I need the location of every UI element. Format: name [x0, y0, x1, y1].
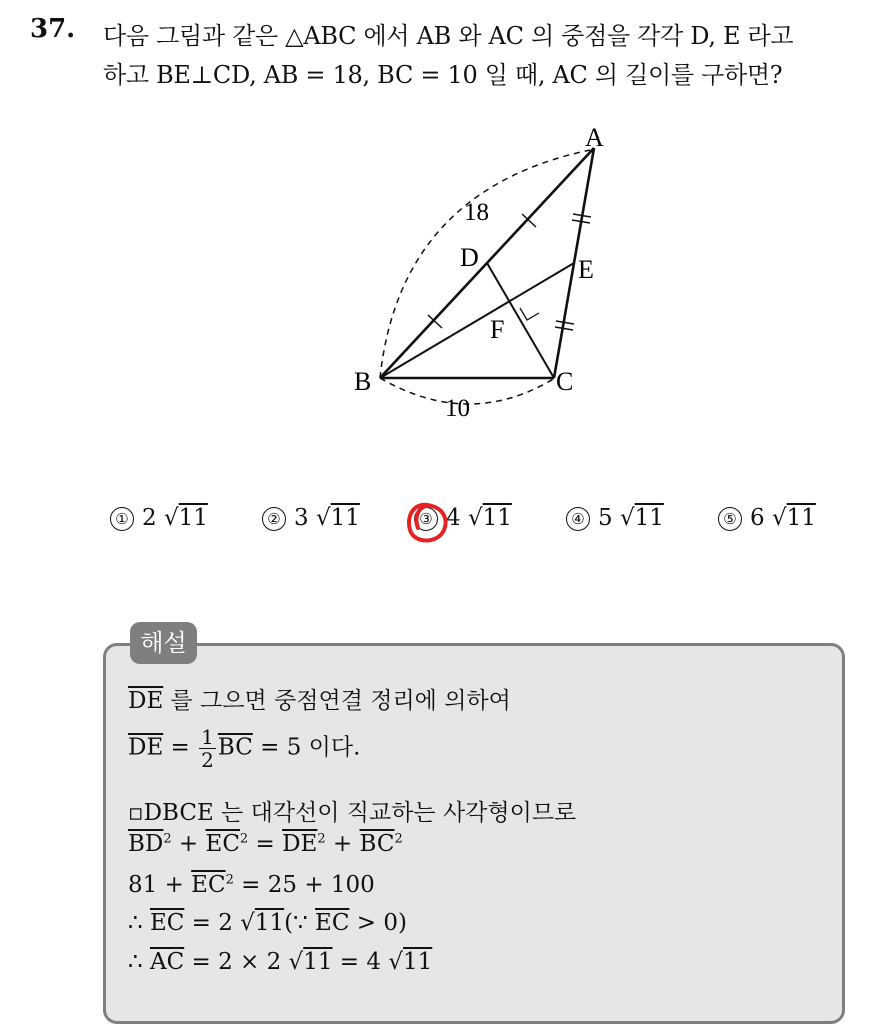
answer-circle-mark [404, 498, 450, 548]
choice-number: ① [110, 507, 134, 531]
choice-2[interactable]: ② 3 √11 [262, 505, 360, 531]
choice-number: ② [262, 507, 286, 531]
label-a: A [585, 123, 604, 152]
label-b: B [354, 367, 372, 396]
question-line-1: 다음 그림과 같은 △ABC 에서 AB 와 AC 의 중점을 각각 D, E 라고 [103, 22, 794, 50]
fraction-half: $\frac{1}{2}$ [201, 725, 214, 772]
question-line-2: 하고 BE⊥CD, AB = 18, BC = 10 일 때, AC 의 길이를 구하면? [103, 61, 783, 89]
right-angle-mark [520, 308, 539, 320]
tick-ad [522, 214, 536, 227]
length-ab-label: 18 [464, 199, 489, 226]
solution-line-5: $81 + \overline{EC}^2 = 25 + 100$ [128, 872, 375, 898]
solution-line-4: $\overline{BD}^2 + \overline{EC}^2 = \overline{DE}^2 + \overline{BC}^2$ [128, 831, 403, 857]
choice-1[interactable]: ① 2 √11 [110, 505, 208, 531]
choice-5[interactable]: ⑤ 6 √11 [718, 505, 816, 531]
solution-line-7: ∴ $\overline{AC} = 2 \times 2$ √11 = 4 √11 [128, 949, 433, 975]
label-c: C [556, 367, 574, 396]
choice-number: ③ [414, 507, 438, 531]
choice-4[interactable]: ④ 5 √11 [566, 505, 664, 531]
label-f: F [490, 315, 505, 344]
solution-line-2: $\overline{DE}$ = $\frac{1}{2}$ $\overline{BC} = 5$ 이다. [128, 725, 361, 772]
solution-line-3: ▫DBCE 는 대각선이 직교하는 사각형이므로 [128, 800, 577, 826]
label-d: D [460, 243, 479, 272]
question-number: 37. [30, 14, 76, 44]
solution-line-1: $\overline{DE}$ 를 그으면 중점연결 정리에 의하여 [128, 688, 511, 714]
length-bc-label: 10 [445, 395, 470, 422]
choice-3[interactable]: ③ 4 √11 [414, 505, 512, 531]
choice-number: ④ [566, 507, 590, 531]
solution-line-6: ∴ $\overline{EC} = 2$ √11(∵ $\overline{EC} > 0$) [128, 910, 407, 936]
choice-number: ⑤ [718, 507, 742, 531]
label-e: E [578, 255, 594, 284]
triangle-figure [340, 110, 640, 430]
solution-tab: 해설 [130, 622, 197, 664]
